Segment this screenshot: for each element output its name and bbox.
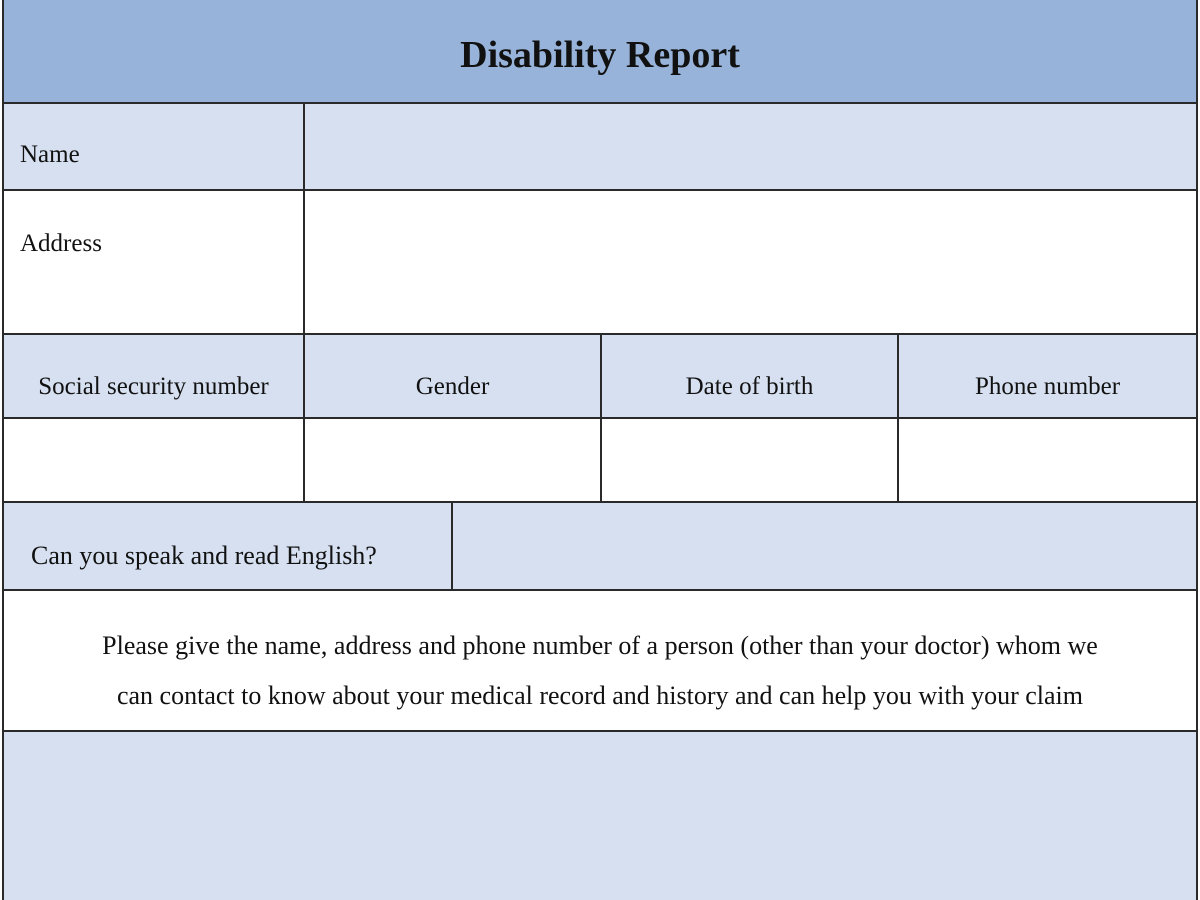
name-label-cell [2, 102, 305, 191]
contact-field[interactable] [2, 730, 1198, 900]
name-label: Name [20, 141, 80, 168]
english-question-label: Can you speak and read English? [31, 541, 377, 570]
english-question-cell [2, 501, 453, 591]
phone-label: Phone number [974, 373, 1121, 400]
address-label-cell [2, 189, 305, 335]
contact-instruction-line-1: Please give the name, address and phone number of a person (other than your doctor) whom we [102, 631, 1098, 660]
ssn-header-cell [2, 333, 305, 419]
ssn-field[interactable] [2, 417, 305, 503]
ssn-label: Social security number [38, 373, 269, 400]
title-header [2, 0, 1198, 104]
name-field[interactable] [303, 102, 1198, 191]
contact-instruction-line-2: can contact to know about your medical record and history and can help you with your claim [116, 681, 1084, 710]
gender-header-cell [303, 333, 602, 419]
gender-field[interactable] [303, 417, 602, 503]
address-field[interactable] [303, 189, 1198, 335]
contact-instruction-cell [2, 589, 1198, 732]
dob-field[interactable] [600, 417, 899, 503]
address-label: Address [20, 230, 102, 257]
dob-label: Date of birth [685, 373, 814, 400]
gender-label: Gender [415, 373, 490, 400]
dob-header-cell [600, 333, 899, 419]
english-answer-field[interactable] [451, 501, 1198, 591]
form-title: Disability Report [460, 34, 740, 76]
phone-field[interactable] [897, 417, 1198, 503]
phone-header-cell [897, 333, 1198, 419]
